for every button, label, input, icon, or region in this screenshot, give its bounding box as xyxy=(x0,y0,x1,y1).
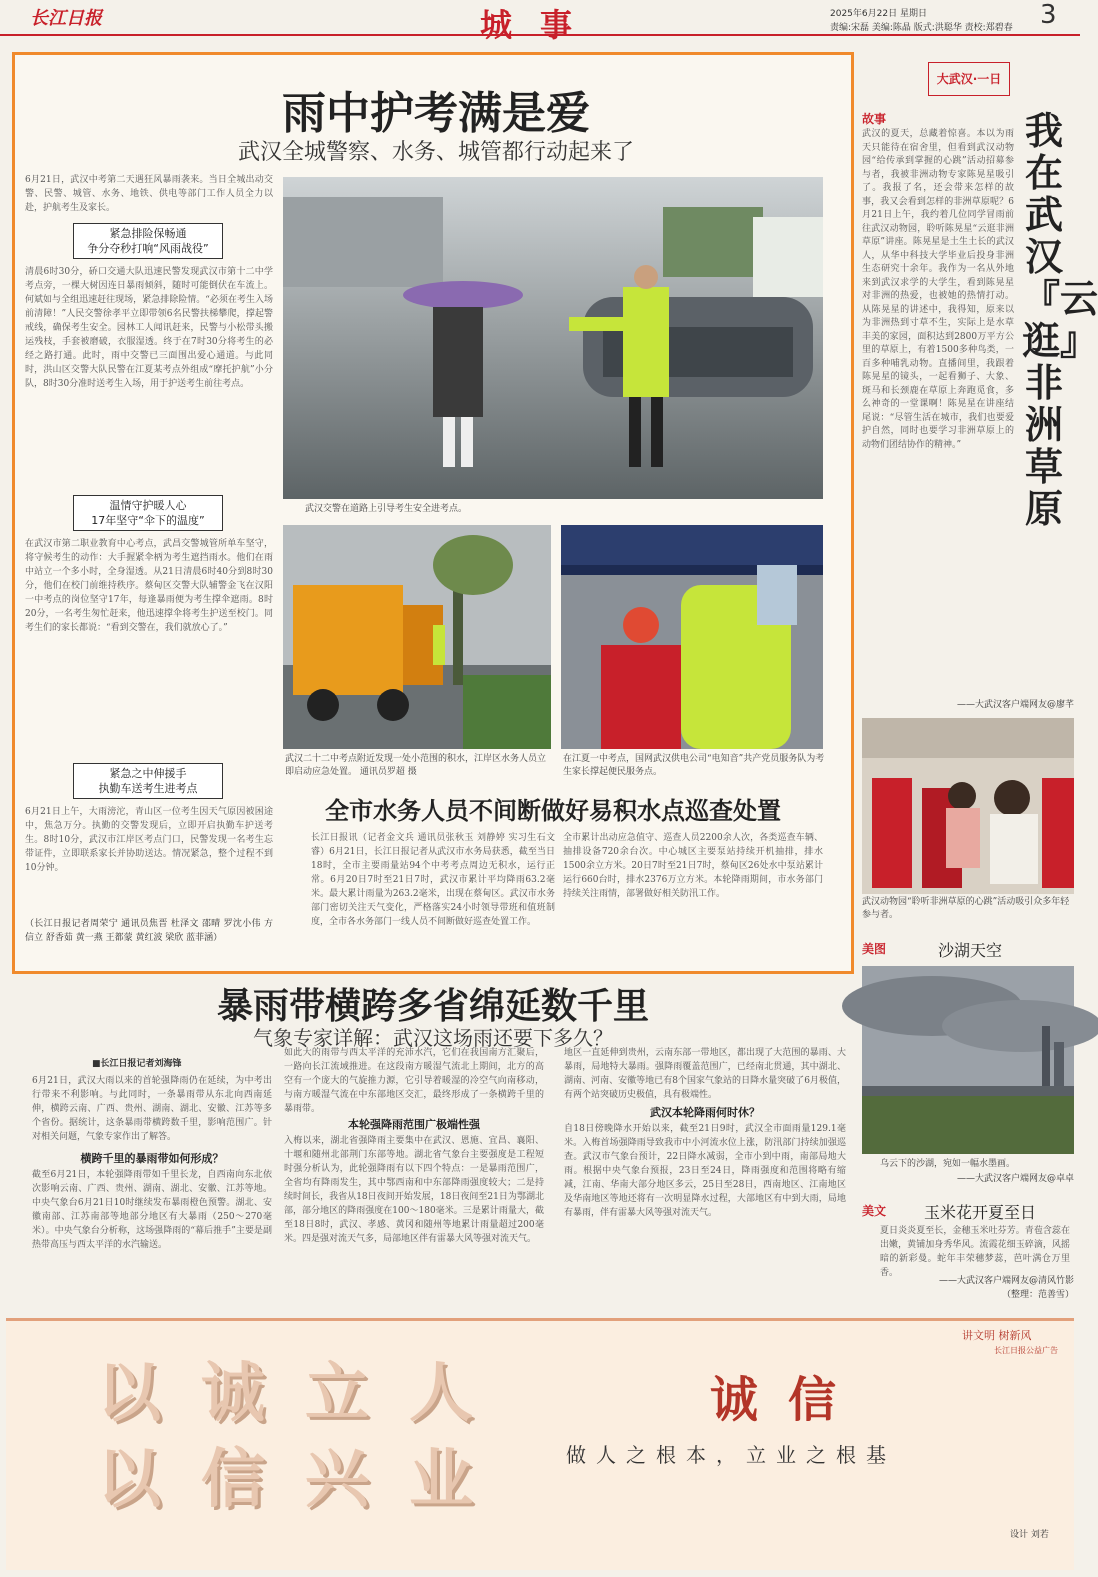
section3-head-line1: 紧急之中伸援手 xyxy=(109,767,187,780)
section2-text: 在武汉市第二职业教育中心考点，武昌交警城管所单车坚守，将守候考生的动作：大手握紧伞柄为考生遮挡雨水。他们在雨中站立一个多小时，全身湿透。从21日清晨6时40分到8时30分，他们在校门前维持秩序。蔡甸区交警大队辅警金飞在汉阳一中考点的岗位坚守17年，每逢暴雨便为考生撑伞遮雨。8时20分，一名考生匆忙赶来，他迅速撑伞将考生护送至校门。同考生们的家长都说：“看到交警在，我们就放心了。” xyxy=(25,539,273,633)
public-service-ad xyxy=(6,1318,1074,1570)
story3-editor: （整理：范善雪） xyxy=(1001,1290,1074,1300)
story2-title: 沙湖天空 xyxy=(938,941,1003,960)
column-badge: 大武汉·一日 xyxy=(928,62,1010,96)
lead-subheadline: 武汉全城警察、水务、城管都行动起来了 xyxy=(237,140,634,165)
weather-col2-text2: 入梅以来，湖北省强降雨主要集中在武汉、恩施、宜昌、襄阳、十堰和随州北部荆门东部等地。湖北省气象台主要强度是工程短时强分析认为，此轮强降雨有以下四个特点：一是暴雨范围广，全省均有降雨发生，其中鄂西南和中东部降雨强度较大；二是持续时间长，我省从18日夜间开始发展，18日夜间至21日为鄂湖北部，部分地区的降雨强度在100～180毫米。三是累计雨量大，截至18日8时，武汉、孝感、黄冈和随州等地累计雨量超过200毫米。四是强对流天气多，局部地区伴有雷暴大风等强对流天气。 xyxy=(284,1136,544,1244)
story3-credit: ——大武汉客户端网友@清风竹影 xyxy=(938,1276,1074,1286)
slogan-char: 以 xyxy=(97,1443,161,1517)
section-title: 城事 xyxy=(480,6,601,44)
story3-title: 玉米花开夏至日 xyxy=(924,1203,1037,1222)
weather-story xyxy=(12,978,854,1300)
section3-head xyxy=(73,763,223,799)
traffic-police-photo xyxy=(283,177,823,499)
lead-intro: 6月21日，武汉中考第二天遇狂风暴雨袭来。当日全城出动交警、民警、城管、水务、地铁、供电等部门工作人员全力以赴，护航考生及家长。 xyxy=(25,175,273,213)
shahu-sky-photo xyxy=(862,966,1074,1154)
section1-head-line2: 争分夺秒打响“风雨战役” xyxy=(87,242,209,255)
weather-col2-sub: 本轮强降雨范围广极端性强 xyxy=(348,1118,480,1131)
weather-headline: 暴雨带横跨多省绵延数千里 xyxy=(216,986,649,1027)
section3-head-line2: 执勤车送考生进考点 xyxy=(98,782,198,795)
weather-col1-sub: 横跨千里的暴雨带如何形成？ xyxy=(80,1152,224,1165)
power-crew-photo xyxy=(561,525,823,749)
lead-headline: 雨中护考满是爱 xyxy=(282,88,590,139)
section2-head xyxy=(73,495,223,531)
ad-corner-slogan: 讲文明 树新风 xyxy=(962,1329,1032,1342)
story2-tag: 美图 xyxy=(862,942,887,956)
weather-col3-sub: 武汉本轮降雨何时休？ xyxy=(650,1106,760,1119)
weather-col1-text2: 截至6月21日，本轮强降雨带如千里长龙，自西南向东北依次影响云南、广西、贵州、湖南、湖北、安徽、江苏等地。中央气象台6月21日10时继续发布暴雨橙色预警。湖北、安徽南部、江苏南部等地部分地区有大暴雨（250～270毫米）。中央气象台分析称，这场强降雨的“幕后推手”主要是副热带高压与西太平洋的水汽输送。 xyxy=(32,1170,272,1250)
weather-byline: ■长江日报记者刘海锋 xyxy=(92,1059,182,1069)
page-number: 3 xyxy=(1040,0,1057,30)
designer-credit: 设计 刘若 xyxy=(1010,1530,1049,1540)
zoo-photo-caption: 武汉动物园“聆听非洲草原的心跳”活动吸引众多年轻参与者。 xyxy=(862,897,1070,920)
slogan-char: 兴 xyxy=(305,1443,369,1517)
slogan-char: 以 xyxy=(97,1357,161,1431)
main-photo-caption: 武汉交警在道路上引导考生安全进考点。 xyxy=(305,504,468,514)
water-text-left: 长江日报讯（记者金文兵 通讯员张秋玉 刘静婷 实习生石文睿）6月21日，长江日报记者从武汉市水务局获悉，截至当日18时，全市主要雨量站94个中考考点周边无积水，运行正常。6月20日7时至21日7时，武汉市累计平均降雨63.2毫米。最大累计雨量为263.2毫米，出现在蔡甸区。武汉市水务部门密切关注天气变化，严格落实24小时领导带班和值班制度，全市各水务部门一线人员不间断做好巡查处置工作。 xyxy=(311,833,555,927)
shahu-photo-caption: 乌云下的沙湖，宛如一幅水墨画。 xyxy=(880,1159,1016,1169)
section3-text: 6月21日上午，大雨滂沱，青山区一位考生因天气原因被困途中，焦急万分。执勤的交警发现后，立即开启执勤车护送考生。8时10分，武汉市江岸区考点门口，民警发现一名考生忘带证件，立即联系家长并协助送达。情况紧急，整个过程不到10分钟。 xyxy=(25,807,273,873)
water-crew-caption: 武汉二十二中考点附近发现一处小范围的积水，江岸区水务人员立即启动应急处置。 通讯员罗超 摄 xyxy=(285,754,547,777)
newspaper-logo: 长江日报 xyxy=(30,8,102,29)
slogan-char: 业 xyxy=(409,1443,473,1517)
water-headline: 全市水务人员不间断做好易积水点巡查处置 xyxy=(325,797,781,825)
section2-head-line2: 17年坚守“伞下的温度” xyxy=(91,514,205,527)
slogan-row2 xyxy=(80,1441,490,1519)
story1-title: 我在武汉『云逛』非洲草原 xyxy=(1022,109,1098,531)
power-crew-caption: 在江夏一中考点，国网武汉供电公司“电知音”共产党员服务队为考生家长撑起便民服务点。 xyxy=(563,754,825,777)
slogan-char: 人 xyxy=(409,1357,473,1431)
section1-text: 清晨6时30分，硚口交通大队迅速民警发现武汉市第十二中学考点旁，一棵大树因连日暴雨倾斜，随时可能倒伏在车流上。何斌如与全组迅速赶往现场，紧急排除险情。“必须在考生入场前清障！”人民交警徐孝平立即带领6名民警扶梯攀爬，撑起警戒线，确保考生安全。园林工人闻讯赶来，民警与小松带头搬运残枝，手套被磨破，衣服湿透。终于在7时30分将考生的必经之路打通。此时，雨中交警已三面围出爱心通道。与此同时，洪山区交警大队民警在江夏某考点外组成“摩托护航”小分队，8时30分准时送考生入场，用于护送考生前往考点。 xyxy=(25,267,273,389)
ad-title: 诚信 xyxy=(710,1372,867,1428)
water-crew-photo xyxy=(283,525,551,749)
section1-head xyxy=(73,223,223,259)
water-text-right: 全市累计出动应急值守、巡查人员2200余人次，各类巡查车辆、抽排设备720余台次。中心城区主要泵站持续开机抽排，排水1500余立方米。20日7时至21日7时，蔡甸区26处水中泵站累计运行660台时，排水2376万立方米。本轮降雨期间，市水务部门持续关注雨情，部署做好相关防汛工作。 xyxy=(563,833,823,899)
story2-credit: ——大武汉客户端网友@卓卓 xyxy=(956,1174,1074,1184)
story3-text: 夏日炎炎夏至长，金穗玉米吐芬芳。青苞含蕊在出嫩，黄铺加身秀华风。流霞花细玉碎滴，风摇暗的新彩曼。蛇年丰荣穗梦蕊，芭叶满仓万里香。 xyxy=(880,1226,1070,1278)
zoo-event-photo xyxy=(862,718,1074,894)
section2-head-line1: 温情守护暖人心 xyxy=(109,499,187,512)
weather-subheadline: 气象专家详解：武汉这场雨还要下多久？ xyxy=(253,1026,613,1050)
weather-col3-text2: 自18日傍晚降水开始以来，截至21日9时，武汉全市面雨量129.1毫米。入梅首场强降雨导致我市中小河流水位上涨，防汛部门持续加强巡查。武汉市气象台预计，22日降水减弱，全市小到中雨，南部局地大雨。根据中央气象台预报，23日至24日，降雨强度和范围将略有缩减，江南、华南大部分地区多云，25日至28日，西南地区、江南地区及华南地区等地还将有一次明显降水过程，大部地区有中到大雨，局地有暴雨，伴有雷暴大风等强对流天气。 xyxy=(564,1124,846,1218)
slogan-row1 xyxy=(80,1355,490,1433)
lead-byline: （长江日报记者周荣宁 通讯员焦晋 杜泽文 邵晴 罗沈小伟 方信立 舒香茹 黄一燕 王都蒙 黄红波 梁欣 蓝菲涵） xyxy=(25,919,273,943)
story1-credit: ——大武汉客户端网友@廖芊 xyxy=(956,700,1074,710)
slogan-char: 信 xyxy=(201,1443,265,1517)
story1-tag: 故事 xyxy=(862,112,887,126)
story1-text: 武汉的夏天，总藏着惊喜。本以为雨天只能待在宿舍里，但看到武汉动物园“给传承到掌握的心跳”活动招募参与者，我被非洲动物专家陈晃星吸引了。我报了名，还会带来怎样的故事，我又会看到怎样的非洲草原呢？6月21日上午，我约着几位同学冒雨前往武汉动物园，聆听陈晃星“云逛非洲草原”讲座。陈晃星是土生土长的武汉人，从华中科技大学毕业后投身非洲生态研究十余年。我作为一名从外地来到武汉求学的大学生，看到陈晃星对非洲的热爱，也被她的热情打动。从陈晃星的讲述中，我得知，原来以为非洲热到寸草不生，实际上是水草丰美的家园，面积达到2800万平方公里的草原上，有着1500多种鸟类，一百多种哺乳动物。直播间里，我跟着陈晃星的镜头，一起看狮子、大象、斑马和长颈鹿在草原上奔跑觅食，多么神奇的一堂课啊！陈晃星在讲座结尾说：“尽管生活在城市，我们也要爱护自然，同时也要学习非洲草原上的动物们团结协作的精神。” xyxy=(862,129,1014,450)
section1-head-line1: 紧急排险保畅通 xyxy=(109,227,187,240)
ad-corner-label: 长江日报公益广告 xyxy=(994,1346,1058,1355)
editor-credits: 责编:宋磊 美编:陈晶 版式:洪聪华 责校:郑碧春 xyxy=(830,23,1013,33)
slogan-char: 立 xyxy=(305,1357,369,1431)
weather-col1-text: 6月21日，武汉大雨以来的首轮强降雨仍在延续，为中考出行带来不利影响。与此同时，一条暴雨带从东北向西南延伸，横跨云南、广西、贵州、湖南、湖北、安徽、江苏等多个省份。据统计，这条暴雨带横跨数千里，影响范围广。针对相关问题，气象专家作出了解答。 xyxy=(32,1076,272,1142)
ad-subtitle: 做人之根本，立业之根基 xyxy=(566,1443,896,1467)
story3-tag: 美文 xyxy=(862,1204,887,1218)
lead-story-box xyxy=(12,52,854,974)
issue-date: 2025年6月22日 星期日 xyxy=(830,9,927,19)
weather-col3-text: 地区一直延伸到贵州，云南东部一带地区，都出现了大范围的暴雨、大暴雨，局地特大暴雨。强降雨覆盖范围广，已经南北贯通，其中湖北、湖南、河南、安徽等地已有8个国家气象站的日降水量突破了6月极值，有两个站突破历史极值，具有极端性。 xyxy=(564,1048,846,1100)
weather-col2-text: 如此大的雨带与西太平洋的充沛水汽，它们在我国南方汇聚后，一路向长江流域推进。在这段南方暖湿气流北上期间，北方的高空有一个庞大的气旋推力源，它引导着暖湿的冷空气向南移动，与南方暖湿气流在中东部地区交汇，最终形成了一条横跨千里的暴雨带。 xyxy=(284,1048,544,1114)
slogan-char: 诚 xyxy=(201,1357,265,1431)
